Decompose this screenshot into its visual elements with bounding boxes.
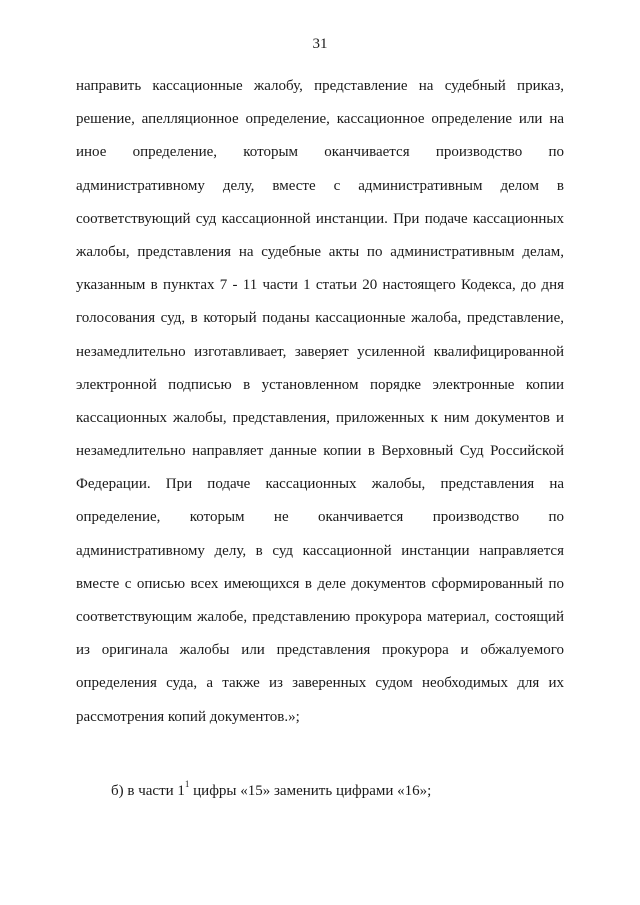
text-line: кассационных жалобы, представления, приложенных к ним документов и: [76, 409, 564, 426]
clause-superscript: 1: [184, 779, 190, 789]
amendment-clause: [111, 776, 431, 801]
text-line: решение, апелляционное определение, кассационное определение или на: [76, 111, 564, 128]
clause-text-before: б) в части 1: [111, 783, 185, 799]
page-number: 31: [312, 36, 328, 52]
text-line: голосования суд, в который поданы кассационные жалоба, представление,: [76, 310, 564, 327]
text-line: соответствующий суд кассационной инстанции. При подаче кассационных: [76, 210, 564, 227]
text-line: указанным в пунктах 7 - 11 части 1 статьи 20 настоящего Кодекса, до дня: [76, 277, 564, 294]
text-line: соответствующим жалобе, представлению прокурора материал, состоящий: [76, 609, 564, 625]
text-line: незамедлительно изготавливает, заверяет усиленной квалифицированной: [76, 343, 564, 360]
text-line: рассмотрения копий документов.»;: [76, 708, 300, 725]
text-line: из оригинала жалобы или представления прокурора и обжалуемого: [76, 642, 564, 659]
body-paragraph: [76, 76, 564, 740]
text-line: электронной подписью в установленном порядке электронные копии: [76, 376, 564, 393]
text-line: определения суда, а также из заверенных судом необходимых для их: [76, 675, 564, 692]
text-line: административному делу, в суд кассационной инстанции направляется: [76, 542, 564, 559]
text-line: жалобы, представления на судебные акты по административным делам,: [76, 243, 564, 260]
text-line: вместе с описью всех имеющихся в деле документов сформированный по: [76, 575, 564, 592]
text-line: иное определение, которым оканчивается производство по: [76, 144, 564, 161]
clause-text-after: цифры «15» заменить цифрами «16»;: [189, 783, 432, 799]
text-line: Федерации. При подаче кассационных жалобы, представления на: [76, 476, 564, 493]
text-line: направить кассационные жалобу, представление на судебный приказ,: [76, 78, 564, 94]
text-line: незамедлительно направляет данные копии в Верховный Суд Российской: [76, 443, 564, 460]
text-line: административному делу, вместе с административным делом в: [76, 177, 564, 194]
text-line: определение, которым не оканчивается производство по: [76, 509, 564, 526]
